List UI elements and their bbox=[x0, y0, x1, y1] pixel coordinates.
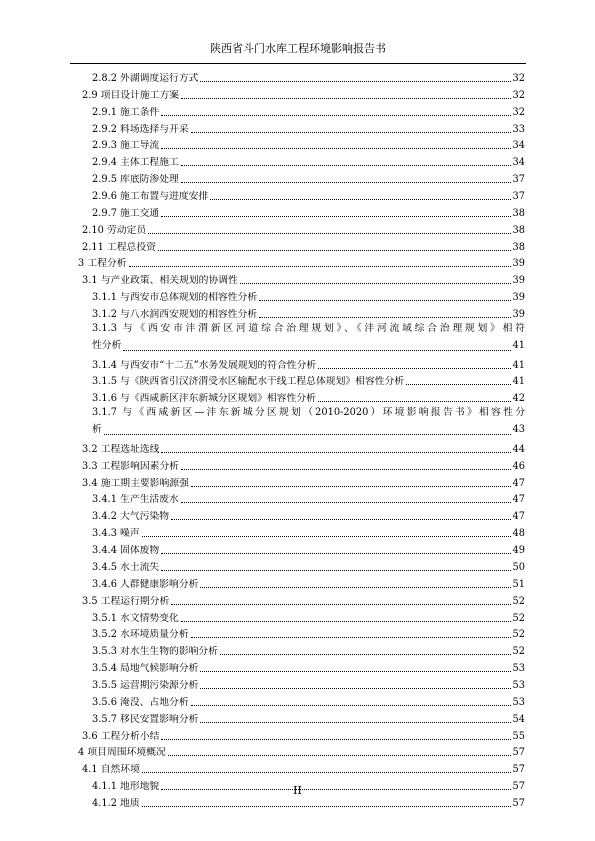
toc-entry[interactable] bbox=[78, 692, 525, 709]
dot-leader bbox=[200, 81, 510, 82]
toc-entry-title: 2.9.5 库底防渗处理 bbox=[92, 174, 179, 186]
dot-leader bbox=[161, 115, 510, 116]
toc-page-number: 38 bbox=[512, 224, 525, 236]
toc-entry-title: 2.9.1 施工条件 bbox=[92, 106, 160, 118]
dot-leader bbox=[142, 806, 511, 807]
toc-entry-title: 3.5.4 局地气候影响分析 bbox=[92, 663, 199, 675]
toc-entry[interactable] bbox=[78, 557, 525, 574]
toc-entry[interactable] bbox=[78, 388, 525, 405]
dot-leader bbox=[161, 553, 510, 554]
dot-leader bbox=[104, 434, 511, 435]
dot-leader bbox=[161, 148, 510, 149]
toc-entry[interactable] bbox=[78, 591, 525, 608]
toc-page-number: 39 bbox=[512, 309, 525, 321]
toc-entry[interactable] bbox=[78, 237, 525, 254]
toc-entry[interactable] bbox=[78, 169, 525, 186]
toc-page-number: 52 bbox=[512, 595, 525, 607]
toc-page-number: 57 bbox=[512, 797, 525, 809]
toc-entry[interactable] bbox=[78, 220, 525, 237]
table-of-contents bbox=[78, 71, 525, 810]
toc-entry[interactable] bbox=[78, 102, 525, 119]
toc-entry-title: 3.1.6 与《西咸新区沣东新城分区规划》相容性分析 bbox=[92, 393, 316, 405]
toc-entry[interactable] bbox=[78, 574, 525, 591]
toc-entry-title: 3.4.2 大气污染物 bbox=[92, 511, 170, 523]
toc-page-number: 46 bbox=[512, 460, 525, 472]
dot-leader bbox=[191, 486, 511, 487]
toc-page-number: 54 bbox=[512, 713, 525, 725]
toc-entry-title: 3.1.5 与《陕西省引汉济渭受水区输配水干线工程总体规划》相容性分析 bbox=[92, 376, 405, 388]
toc-entry-title: 2.8.2 外湖调度运行方式 bbox=[92, 73, 199, 84]
dot-leader bbox=[168, 755, 511, 756]
toc-entry-title: 3.3 工程影响因素分析 bbox=[82, 460, 180, 472]
toc-entry-title: 3.4 施工期主要影响源强 bbox=[82, 477, 189, 489]
toc-entry-title: 3.2 工程选址选线 bbox=[82, 443, 160, 455]
dot-leader bbox=[161, 570, 510, 571]
dot-leader bbox=[161, 216, 510, 217]
toc-entry[interactable] bbox=[78, 641, 525, 658]
toc-entry[interactable] bbox=[78, 287, 525, 304]
header-rule bbox=[70, 63, 526, 64]
toc-entry-title: 2.9.4 主体工程施工 bbox=[92, 157, 179, 169]
toc-entry[interactable] bbox=[78, 743, 525, 760]
toc-entry-title: 2.9.7 施工交通 bbox=[92, 207, 160, 219]
dot-leader bbox=[181, 469, 510, 470]
dot-leader bbox=[210, 199, 510, 200]
toc-entry-title: 3.1 与产业政策、相关规划的协调性 bbox=[82, 275, 238, 287]
toc-page-number: 37 bbox=[512, 191, 525, 203]
toc-page-number: 44 bbox=[512, 443, 525, 455]
dot-leader bbox=[181, 165, 511, 166]
toc-page-number: 48 bbox=[512, 528, 525, 540]
toc-entry-title: 3.4.6 人群健康影响分析 bbox=[92, 578, 199, 590]
toc-entry[interactable] bbox=[78, 473, 525, 490]
toc-entry[interactable] bbox=[78, 372, 525, 389]
toc-page-number: 34 bbox=[512, 140, 525, 152]
toc-page-number: 47 bbox=[512, 494, 525, 506]
toc-entry-title: 4.1.1 地形地貌 bbox=[92, 781, 160, 793]
toc-entry[interactable] bbox=[78, 85, 525, 102]
toc-page-number: 32 bbox=[512, 73, 525, 84]
dot-leader bbox=[142, 772, 511, 773]
toc-entry[interactable] bbox=[78, 709, 525, 726]
toc-entry[interactable] bbox=[78, 71, 525, 85]
toc-entry-title: 3.5.2 水环境质量分析 bbox=[92, 629, 189, 641]
toc-entry-title: 3.1.1 与西安市总体规划的相容性分析 bbox=[92, 292, 258, 304]
page-number: II bbox=[293, 784, 302, 797]
toc-entry[interactable] bbox=[78, 186, 525, 203]
toc-page-number: 38 bbox=[512, 207, 525, 219]
toc-entry[interactable] bbox=[78, 759, 525, 776]
toc-page-number: 57 bbox=[512, 764, 525, 776]
toc-entry[interactable] bbox=[78, 136, 525, 153]
toc-entry[interactable] bbox=[78, 152, 525, 169]
toc-page-number: 32 bbox=[512, 89, 525, 101]
toc-entry-title: 3.5 工程运行期分析 bbox=[82, 595, 170, 607]
toc-page-number: 47 bbox=[512, 511, 525, 523]
toc-entry-title: 3.1.7 与《西咸新区—沣东新城分区规划（2010-2020）环境影响报告书》相容性分 bbox=[92, 407, 525, 419]
toc-entry-title: 3.4.5 水土流失 bbox=[92, 561, 160, 573]
toc-entry[interactable] bbox=[78, 490, 525, 507]
toc-entry[interactable] bbox=[78, 405, 525, 439]
toc-page-number: 52 bbox=[512, 612, 525, 624]
toc-entry-title: 3.5.5 运营期污染源分析 bbox=[92, 679, 199, 691]
toc-page-number: 39 bbox=[512, 292, 525, 304]
toc-page-number: 51 bbox=[512, 578, 525, 590]
toc-entry[interactable] bbox=[78, 456, 525, 473]
toc-page-number: 42 bbox=[512, 393, 525, 405]
dot-leader bbox=[259, 317, 510, 318]
toc-entry-title: 2.9.6 施工布置与进度安排 bbox=[92, 191, 209, 203]
toc-page-number: 41 bbox=[512, 376, 525, 388]
toc-entry-title: 3 工程分析 bbox=[78, 258, 127, 270]
toc-page-number: 41 bbox=[512, 339, 525, 351]
dot-leader bbox=[200, 722, 510, 723]
toc-entry[interactable] bbox=[78, 119, 525, 136]
toc-entry[interactable] bbox=[78, 321, 525, 355]
toc-page-number: 57 bbox=[512, 747, 525, 759]
toc-entry-title-continued: 析 bbox=[92, 424, 102, 436]
toc-entry-title: 3.1.3 与《西安市沣渭新区河道综合治理规划》、《沣河流域综合治理规划》相符 bbox=[92, 323, 525, 335]
toc-page-number: 50 bbox=[512, 561, 525, 573]
toc-entry[interactable] bbox=[78, 506, 525, 523]
toc-entry-title: 4 项目周围环境概况 bbox=[78, 747, 166, 759]
toc-page-number: 55 bbox=[512, 730, 525, 742]
dot-leader bbox=[240, 283, 511, 284]
toc-page-number: 53 bbox=[512, 696, 525, 708]
toc-page-number: 53 bbox=[512, 679, 525, 691]
toc-page-number: 47 bbox=[512, 477, 525, 489]
dot-leader bbox=[191, 637, 511, 638]
toc-page-number: 49 bbox=[512, 545, 525, 557]
toc-page-number: 39 bbox=[512, 275, 525, 287]
dot-leader bbox=[181, 621, 511, 622]
dot-leader bbox=[181, 502, 511, 503]
dot-leader bbox=[200, 671, 510, 672]
toc-page-number: 57 bbox=[512, 781, 525, 793]
toc-entry[interactable] bbox=[78, 523, 525, 540]
toc-entry-title: 3.6 工程分析小结 bbox=[82, 730, 160, 742]
toc-entry[interactable] bbox=[78, 203, 525, 220]
toc-page-number: 37 bbox=[512, 174, 525, 186]
toc-page-number: 41 bbox=[512, 359, 525, 371]
toc-entry-title: 3.5.3 对水生生物的影响分析 bbox=[92, 646, 219, 658]
toc-page-number: 43 bbox=[512, 424, 525, 436]
dot-leader bbox=[181, 98, 510, 99]
toc-entry[interactable] bbox=[78, 540, 525, 557]
toc-entry-title: 3.1.2 与八水润西安规划的相容性分析 bbox=[92, 309, 258, 321]
dot-leader bbox=[129, 266, 511, 267]
dot-leader bbox=[158, 250, 511, 251]
toc-page-number: 38 bbox=[512, 241, 525, 253]
toc-entry-title: 2.9.2 料场选择与开采 bbox=[92, 123, 189, 135]
dot-leader bbox=[318, 401, 511, 402]
toc-entry-title: 2.9.3 施工导流 bbox=[92, 140, 160, 152]
toc-entry-title: 4.1 自然环境 bbox=[82, 764, 140, 776]
toc-entry[interactable] bbox=[78, 355, 525, 372]
toc-entry-title: 4.1.2 地质 bbox=[92, 797, 140, 809]
toc-entry[interactable] bbox=[78, 658, 525, 675]
toc-entry-title: 2.10 劳动定员 bbox=[82, 224, 147, 236]
dot-leader bbox=[142, 536, 511, 537]
toc-page-number: 52 bbox=[512, 646, 525, 658]
toc-entry-title: 3.5.7 移民安置影响分析 bbox=[92, 713, 199, 725]
toc-page-number: 52 bbox=[512, 629, 525, 641]
dot-leader bbox=[191, 705, 511, 706]
dot-leader bbox=[161, 739, 510, 740]
toc-entry-title: 3.1.4 与西安市“十二五”水务发展规划的符合性分析 bbox=[92, 359, 317, 371]
toc-entry-title: 3.5.1 水文情势变化 bbox=[92, 612, 179, 624]
toc-entry[interactable] bbox=[78, 608, 525, 625]
dot-leader bbox=[148, 233, 510, 234]
dot-leader bbox=[181, 182, 511, 183]
dot-leader bbox=[161, 452, 510, 453]
dot-leader bbox=[200, 587, 510, 588]
dot-leader bbox=[220, 654, 511, 655]
dot-leader bbox=[123, 350, 510, 351]
toc-page-number: 34 bbox=[512, 157, 525, 169]
toc-page-number: 53 bbox=[512, 663, 525, 675]
toc-entry-title: 3.4.4 固体废物 bbox=[92, 545, 160, 557]
dot-leader bbox=[171, 604, 510, 605]
toc-entry[interactable] bbox=[78, 254, 525, 271]
toc-entry-title: 3.4.1 生产生活废水 bbox=[92, 494, 179, 506]
dot-leader bbox=[259, 300, 510, 301]
dot-leader bbox=[200, 688, 510, 689]
toc-entry-title: 3.4.3 噪声 bbox=[92, 528, 140, 540]
toc-entry[interactable] bbox=[78, 439, 525, 456]
toc-page-number: 32 bbox=[512, 106, 525, 118]
toc-entry-title: 3.5.6 淹没、占地分析 bbox=[92, 696, 189, 708]
page-header: 陕西省斗门水库工程环境影响报告书 bbox=[210, 42, 386, 55]
dot-leader bbox=[171, 519, 511, 520]
toc-entry[interactable] bbox=[78, 625, 525, 642]
toc-entry-title: 2.9 项目设计施工方案 bbox=[82, 89, 180, 101]
toc-page-number: 33 bbox=[512, 123, 525, 135]
dot-leader bbox=[406, 384, 510, 385]
dot-leader bbox=[318, 368, 510, 369]
toc-entry-title-continued: 性分析 bbox=[92, 339, 122, 351]
toc-entry[interactable] bbox=[78, 675, 525, 692]
toc-entry[interactable] bbox=[78, 726, 525, 743]
toc-entry-title: 2.11 工程总投资 bbox=[82, 241, 156, 253]
dot-leader bbox=[191, 132, 511, 133]
toc-page-number: 39 bbox=[512, 258, 525, 270]
toc-entry[interactable] bbox=[78, 270, 525, 287]
toc-entry[interactable] bbox=[78, 304, 525, 321]
